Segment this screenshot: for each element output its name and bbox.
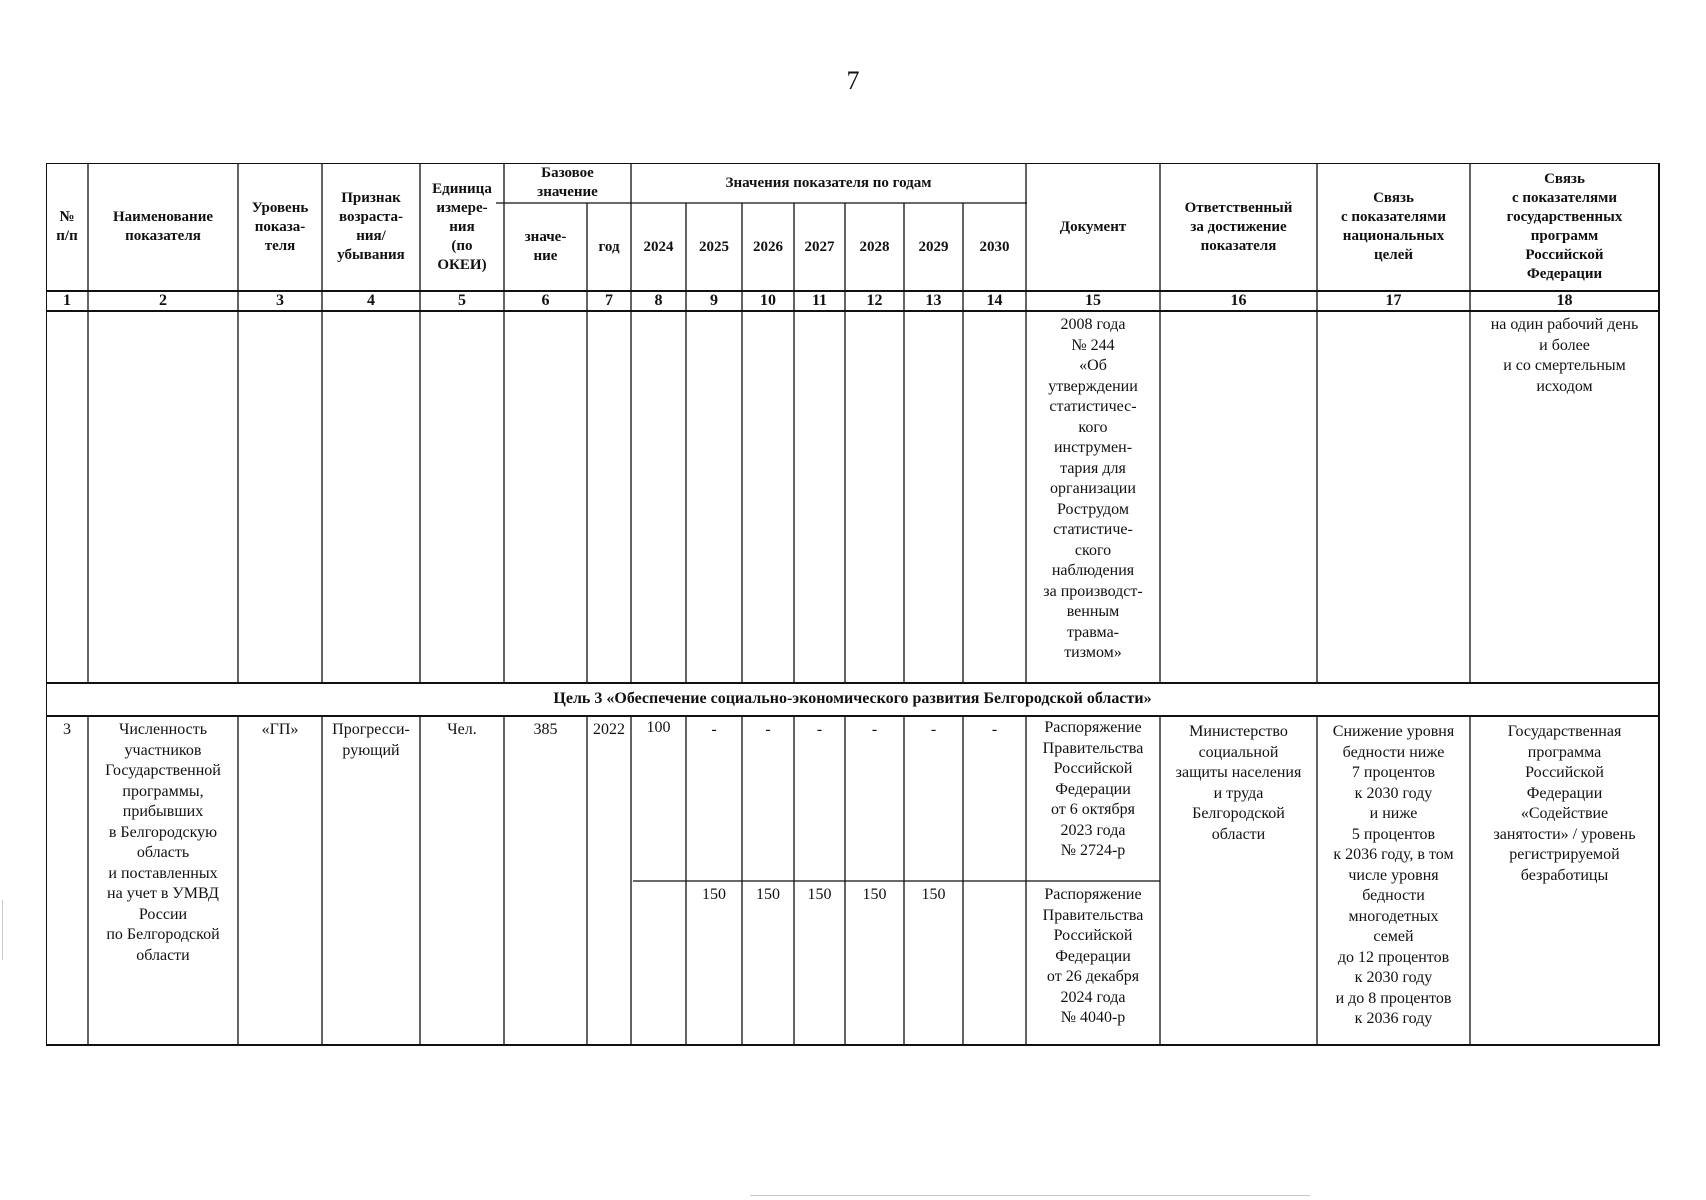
row-number: 3 [63, 721, 71, 738]
column-number: 3 [276, 291, 284, 309]
header-year: 2030 [979, 238, 1010, 255]
column-number: 15 [1085, 291, 1101, 309]
header-base-year: год [598, 238, 620, 255]
column-number: 7 [605, 291, 613, 309]
document-first: Распоряжение Правительства Российской Федерации от 6 октября 2023 года № 2724-р [1042, 719, 1144, 859]
column-number: 8 [654, 291, 663, 309]
year-value-2029-revised: 150 [921, 886, 946, 903]
header-link-national-goals: Связь с показателями национальных целей [1340, 190, 1447, 263]
column-number: 2 [159, 291, 167, 309]
scan-artifact-edge [2, 900, 3, 960]
column-number: 9 [710, 291, 718, 309]
indicator-level: «ГП» [261, 721, 299, 738]
page-number: 7 [846, 66, 860, 95]
base-year: 2022 [593, 721, 625, 738]
year-value-2025: - [711, 721, 717, 738]
header-unit: Единица измере- ния (по ОКЕИ) [432, 180, 492, 273]
header-year: 2024 [643, 238, 674, 255]
column-number: 13 [925, 291, 942, 309]
indicator-unit: Чел. [447, 721, 477, 738]
column-number: 5 [458, 291, 466, 309]
year-value-2024: 100 [646, 719, 671, 736]
goal-title: Цель 3 «Обеспечение социально-экономического развития Белгородской области» [553, 690, 1152, 708]
document-second: Распоряжение Правительства Российской Федерации от 26 декабря 2024 года № 4040-р [1042, 886, 1144, 1026]
indicator-table [46, 163, 1660, 1046]
column-number: 1 [63, 291, 71, 309]
header-year: 2029 [918, 238, 949, 255]
year-value-2026-revised: 150 [756, 886, 780, 903]
header-document: Документ [1059, 218, 1127, 235]
indicator-name: Численность участников Государственной программы, прибывших в Белгородскую область и поставленных на учет в УМВД России по Белгородской области [105, 721, 221, 964]
column-number: 4 [367, 291, 375, 309]
column-number: 16 [1230, 291, 1247, 309]
year-value-2030: - [991, 721, 998, 738]
base-value: 385 [533, 721, 558, 738]
column-number: 18 [1556, 291, 1573, 309]
year-value-2029: - [930, 721, 937, 738]
column-number: 14 [986, 291, 1003, 309]
header-years-group: Значения показателя по годам [725, 174, 932, 191]
header-year: 2026 [753, 238, 783, 255]
link-state-programs: Государственная программа Российской Федерации «Содействие занятости» / уровень регистрируемой безработицы [1493, 723, 1636, 884]
header-link-state-programs: Связь с показателями государственных программ Российской Федерации [1506, 171, 1623, 282]
year-value-2028-revised: 150 [862, 886, 887, 903]
header-base-value: значе- ние [524, 229, 567, 264]
header-indicator-level: Уровень показа- теля [251, 199, 309, 254]
header-base-value-group: Базовое значение [537, 165, 598, 200]
column-number: 11 [811, 291, 828, 309]
year-value-2028: - [871, 721, 878, 738]
indicator-trend: Прогресси- рующий [332, 721, 410, 759]
column-number: 6 [541, 291, 550, 309]
link-national-goals: Снижение уровня бедности ниже 7 процентов к 2030 году и ниже 5 процентов к 2036 году, в том числе уровня бедности многодетных семей до 12 процентов к 2030 году и до 8 процентов к 2036 году [1332, 723, 1455, 1027]
column-number: 17 [1385, 291, 1402, 309]
year-value-2027: - [816, 721, 823, 738]
column-number: 10 [760, 291, 776, 309]
header-year: 2027 [804, 238, 835, 255]
continuation-link-programs: на один рабочий день и более и со смертельным исходом [1490, 316, 1639, 395]
responsible-body: Министерство социальной защиты населения и труда Белгородской области [1175, 723, 1302, 843]
header-trend: Признак возраста- ния/ убывания [337, 190, 405, 263]
header-indicator-name: Наименование показателя [113, 209, 213, 244]
year-value-2025-revised: 150 [702, 886, 726, 903]
year-value-2024-revised [631, 881, 686, 1045]
header-number: № п/п [56, 209, 78, 244]
header-year: 2028 [859, 238, 890, 255]
continuation-document: 2008 года № 244 «Об утверждении статистичес- кого инструмен- тария для организации Рострудом статистиче- ского наблюдения за производст- венным травма- тизмом» [1043, 316, 1143, 661]
year-value-2026: - [765, 721, 771, 738]
column-number: 12 [866, 291, 883, 309]
scan-artifact-line [750, 1195, 1310, 1196]
year-value-2027-revised: 150 [807, 886, 832, 903]
header-year: 2025 [699, 238, 729, 255]
year-value-2030-revised [963, 881, 1026, 1045]
header-responsible: Ответственный за достижение показателя [1184, 199, 1293, 254]
